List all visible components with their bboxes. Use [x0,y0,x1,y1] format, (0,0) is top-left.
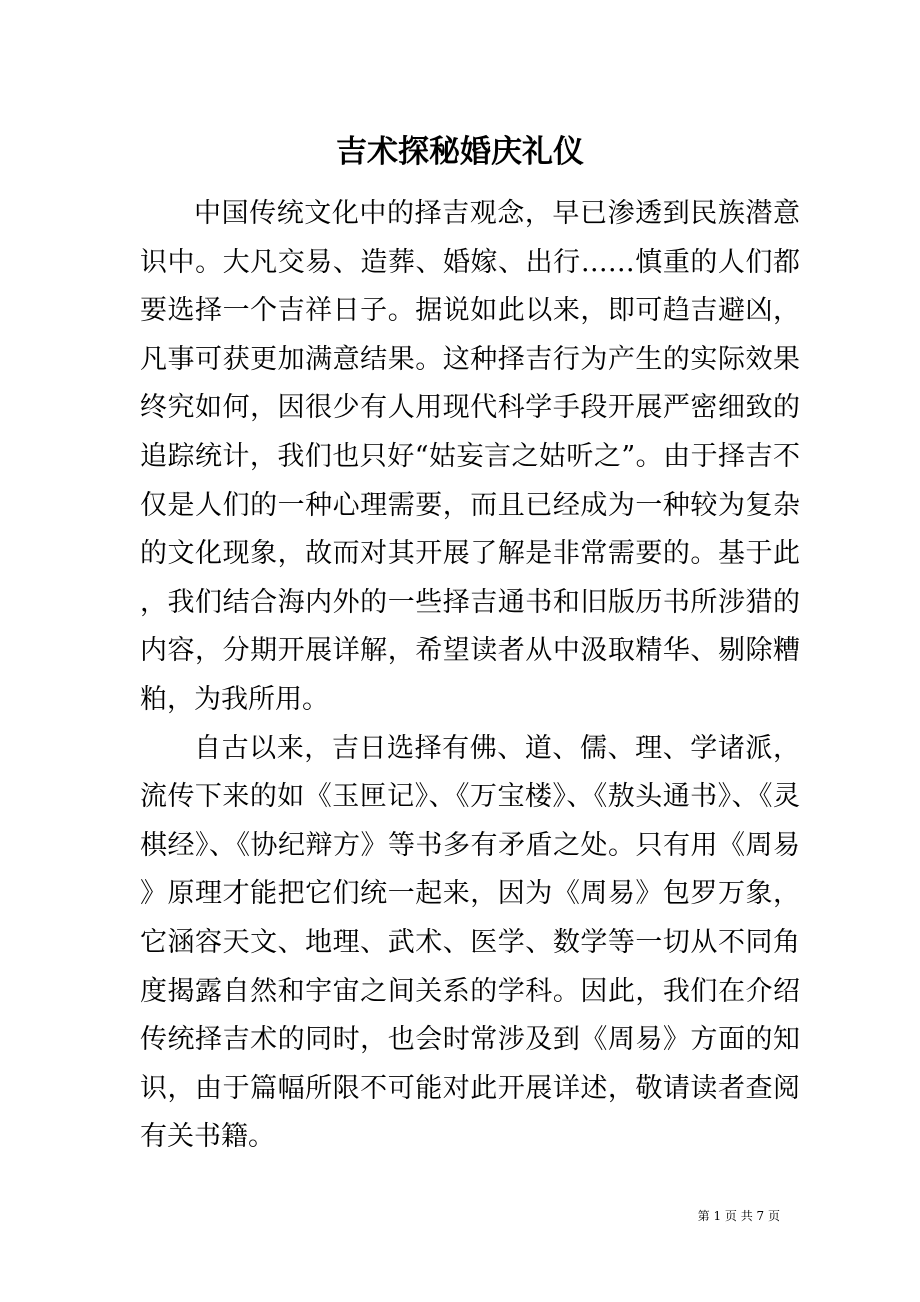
paragraph-2: 自古以来，吉日选择有佛、道、儒、理、学诸派，流传下来的如《玉匣记》、《万宝楼》、《敖头通书》、《灵棋经》、《协纪辩方》等书多有矛盾之处。只有用《周易》原理才能把它们统一起来，因为《周易》包罗万象，它涵容天文、地理、武术、医学、数学等一切从不同角度揭露自然和宇宙之间关系的学科。因此，我们在介绍传统择吉术的同时，也会时常涉及到《周易》方面的知识，由于篇幅所限不可能对此开展详述，敬请读者查阅有关书籍。 [140,732,800,1153]
page-number-footer: 第 1 页 共 7 页 [697,1209,780,1223]
document-title: 吉术探秘婚庆礼仪 [336,134,584,170]
document-body [140,190,800,1162]
paragraph-1: 中国传统文化中的择吉观念，早已渗透到民族潜意识中。大凡交易、造葬、婚嫁、出行……慎重的人们都要选择一个吉祥日子。据说如此以来，即可趋吉避凶，凡事可获更加满意结果。这种择吉行为产生的实际效果终究如何，因很少有人用现代科学手段开展严密细致的追踪统计，我们也只好“姑妄言之姑听之”。由于择吉不仅是人们的一种心理需要，而且已经成为一种较为复杂的文化现象，故而对其开展了解是非常需要的。基于此，我们结合海内外的一些择吉通书和旧版历书所涉猎的内容，分期开展详解，希望读者从中汲取精华、剔除糟粕，为我所用。 [140,198,800,715]
